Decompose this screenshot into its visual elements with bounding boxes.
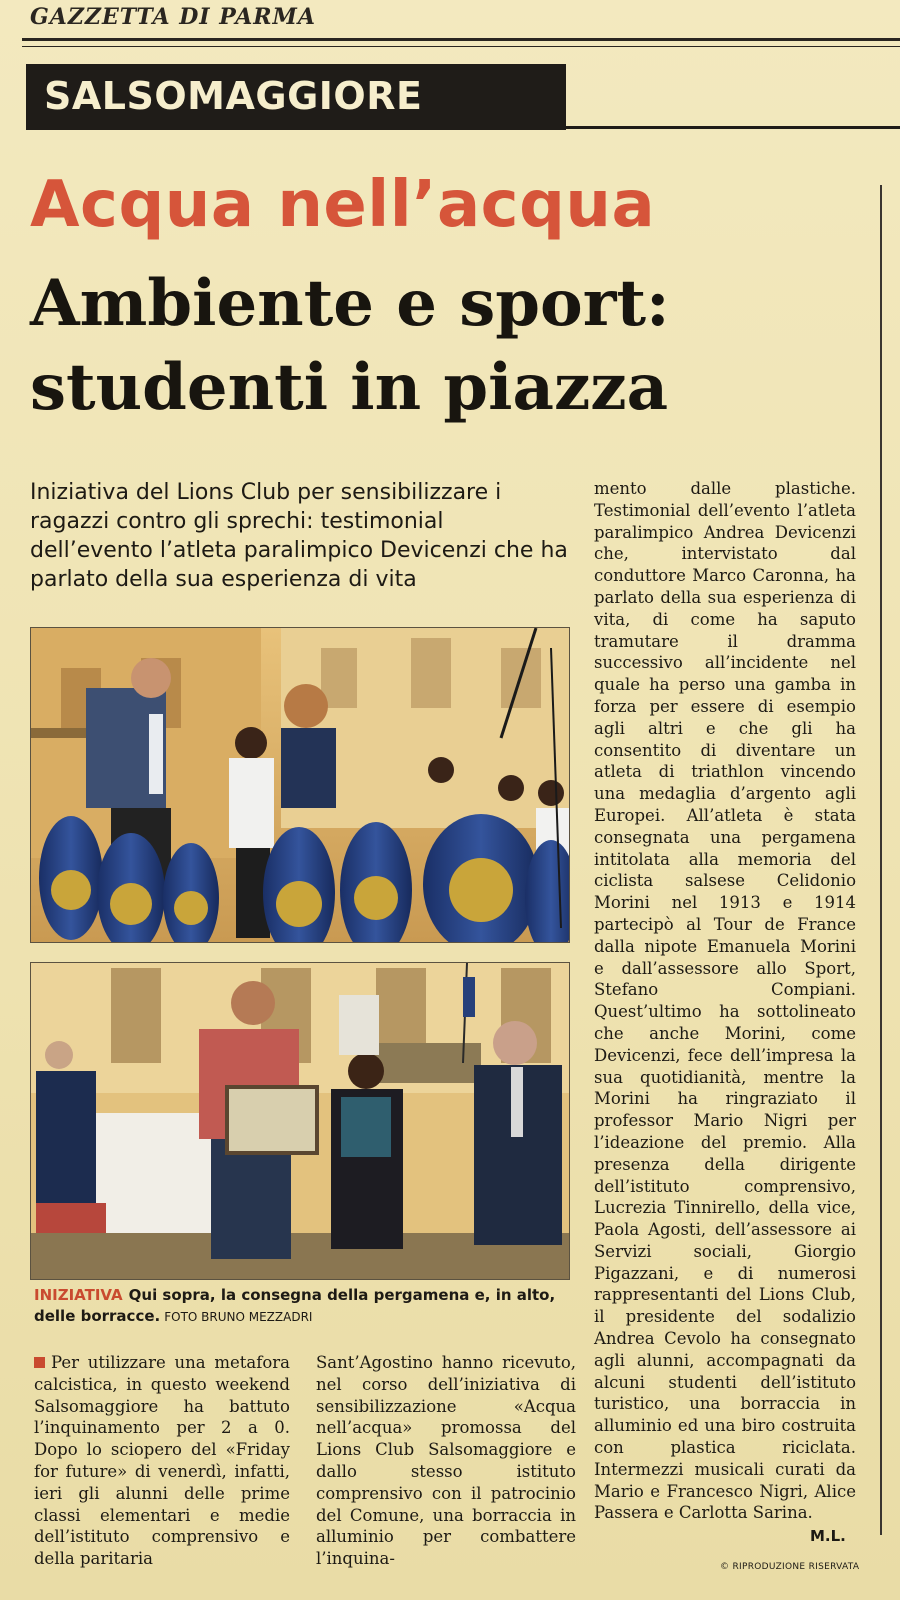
deck-subheadline: Iniziativa del Lions Club per sensibilizzare i ragazzi contro gli sprechi: testimonial dell’evento l’atleta paralimpico Devicenzi che ha parlato della sua esperienza di vita <box>30 480 568 592</box>
lead-bullet-icon <box>34 1357 45 1368</box>
photo-caption <box>34 1285 570 1328</box>
masthead-rule <box>22 38 900 41</box>
article-column-lead <box>34 1352 290 1570</box>
section-banner <box>26 64 566 130</box>
masthead: GAZZETTA DI PARMA <box>30 4 316 30</box>
caption-tag: INIZIATIVA <box>34 1286 123 1304</box>
section-title: SALSOMAGGIORE <box>44 74 423 118</box>
author-signature: M.L. <box>810 1527 846 1545</box>
column-rule <box>880 185 882 1535</box>
article-column-lead-text: Per utilizzare una metafora calcistica, in questo weekend Salsomaggiore ha battuto l’inquinamento per 2 a 0. Dopo lo sciopero del «Friday for future» di venerdì, infatti, ieri gli alunni delle prime classi elementari e medie dell’istituto comprensivo e della paritaria <box>34 1353 290 1569</box>
photo-parchment-handover-image <box>31 963 569 1279</box>
photo-credit: FOTO BRUNO MEZZADRI <box>164 1310 313 1324</box>
headline-line-2: studenti in piazza <box>30 350 669 425</box>
kicker-headline: Acqua nell’acqua <box>30 168 656 242</box>
section-rule <box>566 126 900 129</box>
article-column-middle: Sant’Agostino hanno ricevuto, nel corso dell’iniziativa di sensibilizzazione «Acqua nell’acqua» promossa del Lions Club Salsomaggiore e dallo stesso istituto comprensivo con il patrocinio del Comune, una borraccia in alluminio per combattere l’inquina- <box>316 1353 576 1569</box>
photo-bottle-handover-image <box>31 628 569 942</box>
headline-line-1: Ambiente e sport: <box>30 266 670 341</box>
masthead-rule-thin <box>22 46 900 47</box>
copyright-notice: © RIPRODUZIONE RISERVATA <box>720 1562 860 1572</box>
main-headline <box>30 262 830 430</box>
photo-bottle-handover <box>30 627 570 943</box>
article-column-right: mento dalle plastiche. Testimonial dell’evento l’atleta paralimpico Andrea Devicenzi che, intervistato dal conduttore Marco Caronna, ha parlato della sua esperienza di vita, di come ha saputo tramutare il dramma successivo all’incidente nel quale ha perso una gamba in forza per essere di esempio agli altri e che gli ha consentito di diventare un atleta di triathlon vincendo una medaglia d’argento agli Europei. All’atleta è stata consegnata una pergamena intitolata alla memoria del ciclista salsese Celidonio Morini nel 1913 e 1914 partecipò al Tour de France dalla nipote Emanuela Morini e dall’assessore allo Sport, Stefano Compiani. Quest’ultimo ha sottolineato che anche Morini, come Devicenzi, fece dell’impresa la sua quotidianità, mentre la Morini ha ringraziato il professor Mario Nigri per l’ideazione del premio. Alla presenza della dirigente dell’istituto comprensivo, Lucrezia Tinnirello, della vice, Paola Agosti, dell’assessore ai Servizi sociali, Giorgio Pigazzani, e di numerosi rappresentanti del Lions Club, il presidente del sodalizio Andrea Cevolo ha consegnato agli alunni, accompagnati da alcuni studenti dell’istituto turistico, una borraccia in alluminio ed una biro costruita con plastica riciclata. Intermezzi musicali curati da Mario e Francesco Nigri, Alice Passera e Carlotta Sarina. <box>594 479 856 1523</box>
photo-parchment-handover <box>30 962 570 1280</box>
caption-text: Qui sopra, la consegna della pergamena e, in alto, delle borracce. <box>34 1286 556 1325</box>
